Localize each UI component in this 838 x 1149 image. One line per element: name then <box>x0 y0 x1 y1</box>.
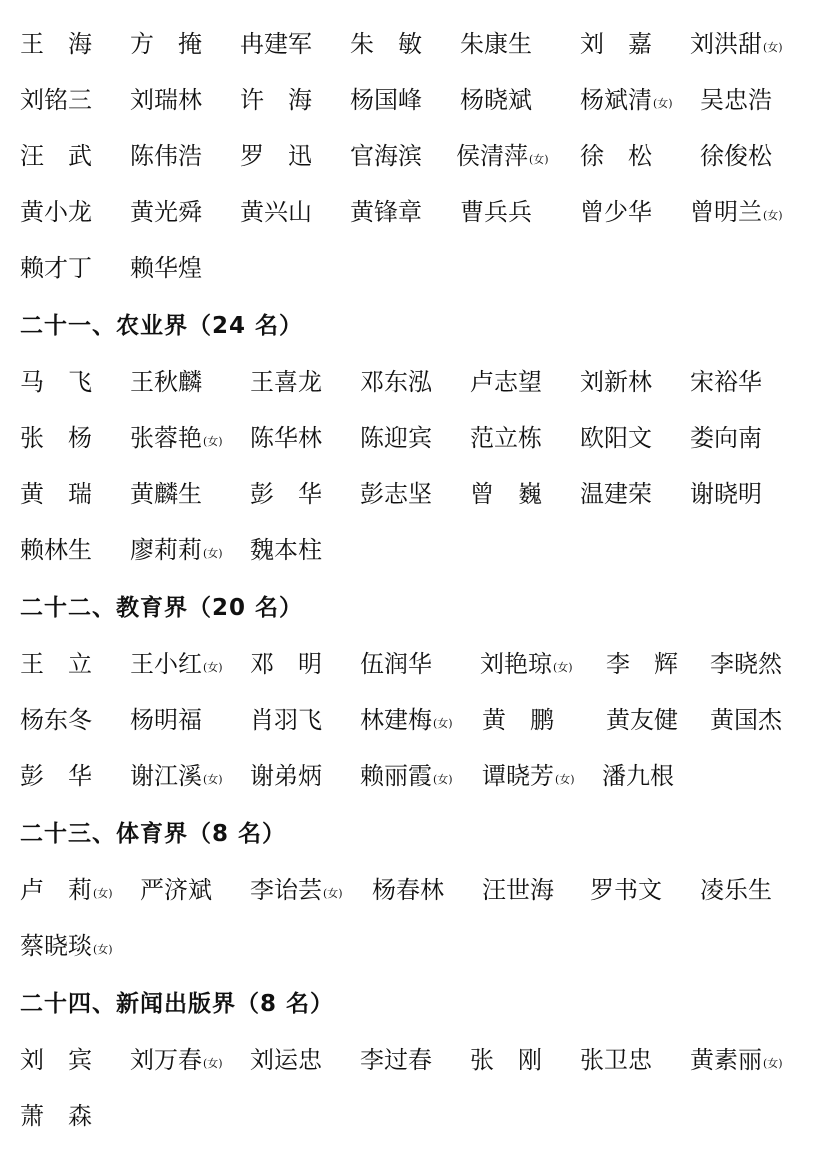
gender-female-marker: (女) <box>323 887 343 900</box>
name-row <box>20 756 830 796</box>
person-name: 潘九根 <box>602 762 674 790</box>
person-name: 李诒芸(女) <box>250 876 343 904</box>
person-name: 蔡晓琰(女) <box>20 932 113 960</box>
gender-female-marker: (女) <box>203 773 223 786</box>
person-name: 杨东冬 <box>20 706 92 734</box>
person-name: 邓 明 <box>250 650 322 678</box>
person-name: 林建梅(女) <box>360 706 453 734</box>
person-name: 杨斌清(女) <box>580 86 673 114</box>
person-name: 徐俊松 <box>700 142 772 170</box>
gender-female-marker: (女) <box>203 435 223 448</box>
person-name: 杨春林 <box>372 876 444 904</box>
person-name: 侯清萍(女) <box>456 142 549 170</box>
person-name: 张 刚 <box>470 1046 542 1074</box>
gender-female-marker: (女) <box>763 41 783 54</box>
name-row <box>20 1040 830 1080</box>
person-name: 黄 瑞 <box>20 480 92 508</box>
person-name: 黄小龙 <box>20 198 92 226</box>
name-row <box>20 136 830 176</box>
person-name: 刘洪甜(女) <box>690 30 783 58</box>
person-name: 廖莉莉(女) <box>130 536 223 564</box>
person-name: 黄麟生 <box>130 480 202 508</box>
person-name: 徐 松 <box>580 142 652 170</box>
person-name: 彭志坚 <box>360 480 432 508</box>
name-row <box>20 24 830 64</box>
person-name: 官海滨 <box>350 142 422 170</box>
person-name: 肖羽飞 <box>250 706 322 734</box>
person-name: 凌乐生 <box>700 876 772 904</box>
gender-female-marker: (女) <box>653 97 673 110</box>
gender-female-marker: (女) <box>203 547 223 560</box>
person-name: 谢晓明 <box>690 480 762 508</box>
person-name: 萧 森 <box>20 1102 92 1130</box>
person-name: 王 立 <box>20 650 92 678</box>
gender-female-marker: (女) <box>203 661 223 674</box>
person-name: 彭 华 <box>250 480 322 508</box>
person-name: 杨晓斌 <box>460 86 532 114</box>
section-heading-education: 二十二、教育界（20 名） <box>20 595 304 621</box>
person-name: 罗书文 <box>590 876 662 904</box>
person-name: 黄锋章 <box>350 198 422 226</box>
person-name: 张 杨 <box>20 424 92 452</box>
name-row <box>20 700 830 740</box>
person-name: 陈华林 <box>250 424 322 452</box>
gender-female-marker: (女) <box>433 717 453 730</box>
person-name: 黄光舜 <box>130 198 202 226</box>
person-name: 刘万春(女) <box>130 1046 223 1074</box>
person-name: 宋裕华 <box>690 368 762 396</box>
gender-female-marker: (女) <box>763 209 783 222</box>
name-row <box>20 474 830 514</box>
person-name: 赖华煌 <box>130 254 202 282</box>
gender-female-marker: (女) <box>553 661 573 674</box>
person-name: 刘运忠 <box>250 1046 322 1074</box>
person-name: 黄国杰 <box>710 706 782 734</box>
person-name: 谢江溪(女) <box>130 762 223 790</box>
person-name: 黄 鹏 <box>482 706 554 734</box>
name-row <box>20 192 830 232</box>
person-name: 范立栋 <box>470 424 542 452</box>
person-name: 冉建军 <box>240 30 312 58</box>
person-name: 黄素丽(女) <box>690 1046 783 1074</box>
person-name: 卢志望 <box>470 368 542 396</box>
gender-female-marker: (女) <box>763 1057 783 1070</box>
person-name: 朱 敏 <box>350 30 422 58</box>
person-name: 伍润华 <box>360 650 432 678</box>
person-name: 刘瑞林 <box>130 86 202 114</box>
person-name: 王秋麟 <box>130 368 202 396</box>
person-name: 李晓然 <box>710 650 782 678</box>
person-name: 罗 迅 <box>240 142 312 170</box>
person-name: 刘 嘉 <box>580 30 652 58</box>
person-name: 邓东泓 <box>360 368 432 396</box>
name-row <box>20 418 830 458</box>
gender-female-marker: (女) <box>433 773 453 786</box>
person-name: 卢 莉(女) <box>20 876 113 904</box>
person-name: 黄友健 <box>606 706 678 734</box>
gender-female-marker: (女) <box>529 153 549 166</box>
person-name: 汪 武 <box>20 142 92 170</box>
gender-female-marker: (女) <box>203 1057 223 1070</box>
person-name: 方 掩 <box>130 30 202 58</box>
person-name: 黄兴山 <box>240 198 312 226</box>
person-name: 张蓉艳(女) <box>130 424 223 452</box>
person-name: 欧阳文 <box>580 424 652 452</box>
person-name: 赖林生 <box>20 536 92 564</box>
person-name: 刘铭三 <box>20 86 92 114</box>
name-row <box>20 362 830 402</box>
person-name: 谭晓芳(女) <box>482 762 575 790</box>
section-heading-agriculture: 二十一、农业界（24 名） <box>20 313 304 339</box>
person-name: 魏本柱 <box>250 536 322 564</box>
person-name: 陈伟浩 <box>130 142 202 170</box>
gender-female-marker: (女) <box>555 773 575 786</box>
person-name: 谢弟炳 <box>250 762 322 790</box>
name-row <box>20 248 830 288</box>
person-name: 曾 巍 <box>470 480 542 508</box>
person-name: 曾少华 <box>580 198 652 226</box>
person-name: 严济斌 <box>140 876 212 904</box>
person-name: 汪世海 <box>482 876 554 904</box>
name-row <box>20 926 830 966</box>
person-name: 李过春 <box>360 1046 432 1074</box>
person-name: 王喜龙 <box>250 368 322 396</box>
name-row <box>20 530 830 570</box>
person-name: 刘 宾 <box>20 1046 92 1074</box>
person-name: 王小红(女) <box>130 650 223 678</box>
person-name: 李 辉 <box>606 650 678 678</box>
gender-female-marker: (女) <box>93 943 113 956</box>
person-name: 刘艳琼(女) <box>480 650 573 678</box>
person-name: 赖丽霞(女) <box>360 762 453 790</box>
person-name: 刘新林 <box>580 368 652 396</box>
person-name: 彭 华 <box>20 762 92 790</box>
person-name: 张卫忠 <box>580 1046 652 1074</box>
person-name: 许 海 <box>240 86 312 114</box>
name-row <box>20 1096 830 1136</box>
person-name: 陈迎宾 <box>360 424 432 452</box>
person-name: 杨明福 <box>130 706 202 734</box>
name-row <box>20 80 830 120</box>
person-name: 娄向南 <box>690 424 762 452</box>
section-heading-sports: 二十三、体育界（8 名） <box>20 821 287 847</box>
person-name: 温建荣 <box>580 480 652 508</box>
person-name: 曾明兰(女) <box>690 198 783 226</box>
person-name: 朱康生 <box>460 30 532 58</box>
name-row <box>20 644 830 684</box>
person-name: 曹兵兵 <box>460 198 532 226</box>
person-name: 赖才丁 <box>20 254 92 282</box>
person-name: 马 飞 <box>20 368 92 396</box>
name-row <box>20 870 830 910</box>
person-name: 王 海 <box>20 30 92 58</box>
person-name: 杨国峰 <box>350 86 422 114</box>
section-heading-press-publishing: 二十四、新闻出版界（8 名） <box>20 991 335 1017</box>
gender-female-marker: (女) <box>93 887 113 900</box>
person-name: 吴忠浩 <box>700 86 772 114</box>
